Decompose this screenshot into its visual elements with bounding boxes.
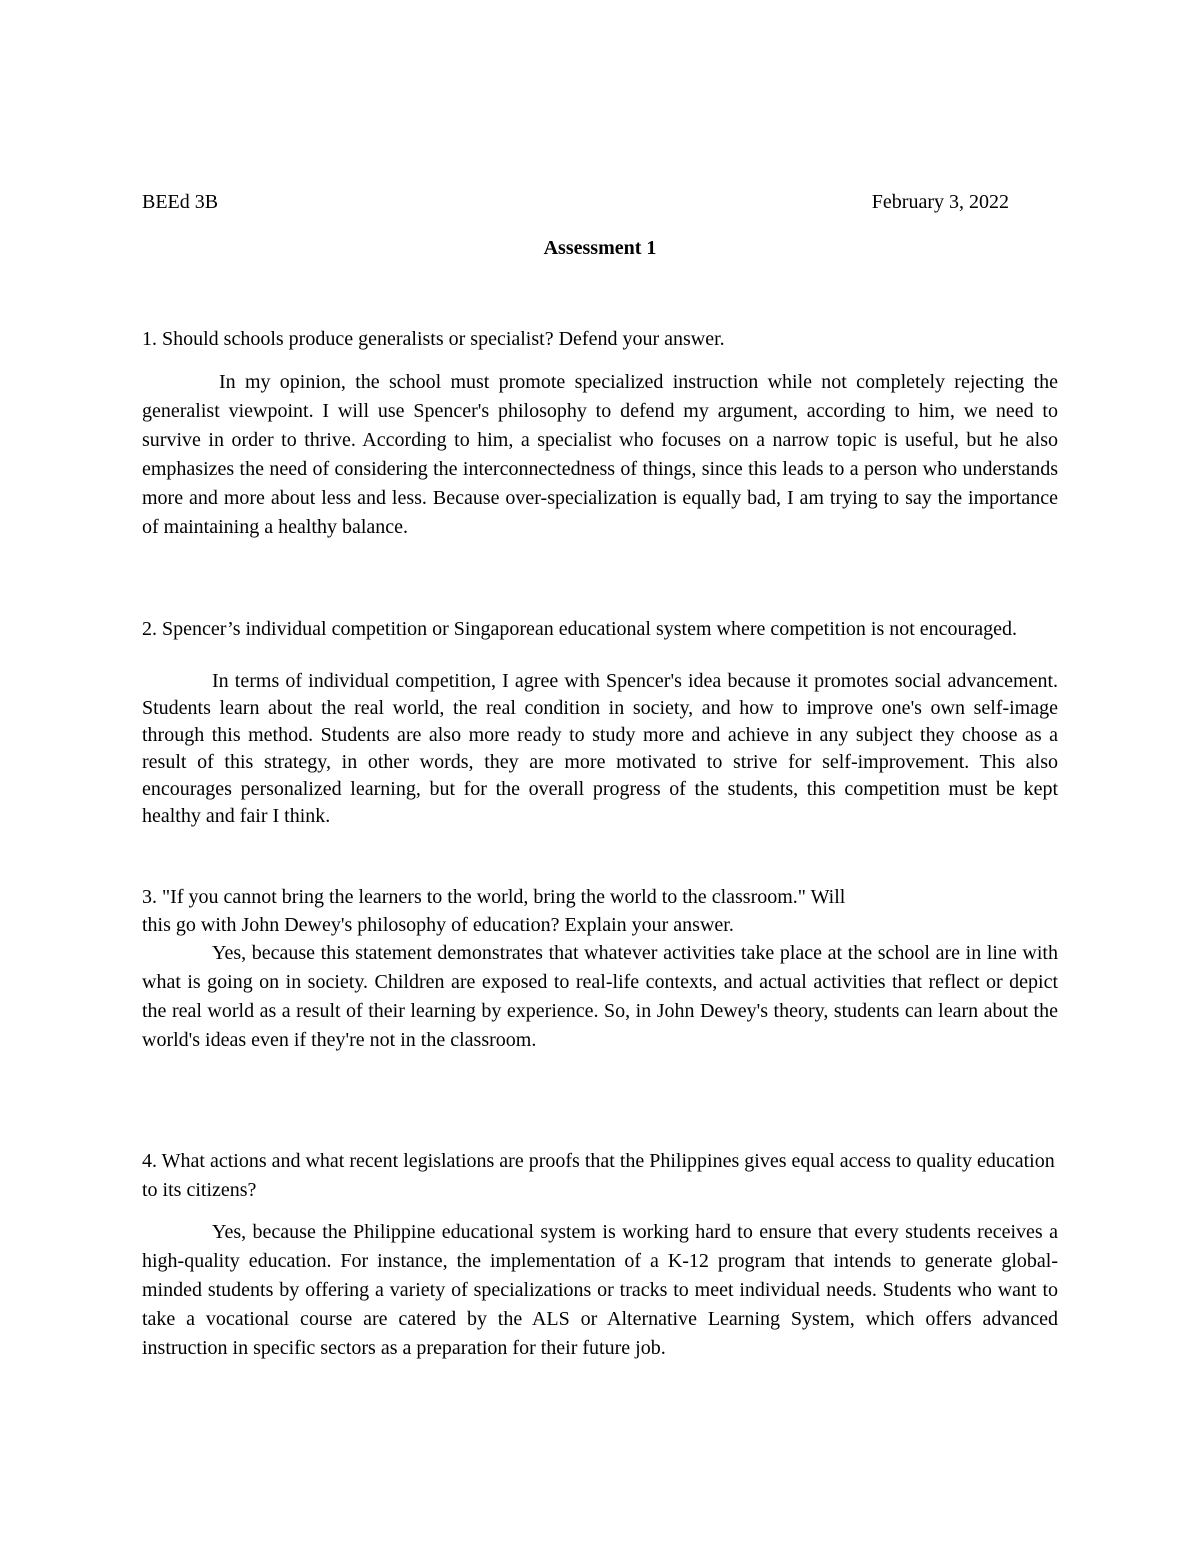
answer-3 <box>142 939 1058 1055</box>
question-2 <box>142 615 1058 643</box>
answer-text: In terms of individual competition, I agree with Spencer's idea because it promotes social advancement. Students learn about the real world, the real condition in society, and how to improve one's own self-image through this method. Students are also more ready to study more and achieve in any subject they choose as a result of this strategy, in other words, they are more motivated to strive for self-improvement. This also encourages personalized learning, but for the overall progress of the students, this competition must be kept healthy and fair I think. <box>142 670 1058 827</box>
answer-text: Yes, because this statement demonstrates that whatever activities take place at the school are in line with what is going on in society. Children are exposed to real-life contexts, and actual activities that reflect or depict the real world as a result of their learning by experience. So, in John Dewey's theory, students can learn about the world's ideas even if they're not in the classroom. <box>142 942 1058 1051</box>
date: February 3, 2022 <box>871 191 1009 213</box>
answer-1 <box>142 368 1058 542</box>
document-page <box>142 0 1058 1553</box>
question-text: 2. Spencer’s individual competition or Singaporean educational system where competition is not encouraged. <box>142 618 1017 640</box>
page-title: Assessment 1 <box>543 237 657 259</box>
answer-text: Yes, because the Philippine educational system is working hard to ensure that every students receives a high-quality education. For instance, the implementation of a K-12 program that intends to generate global-minded students by offering a variety of specializations or tracks to meet individual needs. Students who want to take a vocational course are catered by the ALS or Alternative Learning System, which offers advanced instruction in specific sectors as a preparation for their future job. <box>142 1221 1058 1359</box>
question-text: 1. Should schools produce generalists or specialist? Defend your answer. <box>142 328 725 350</box>
question-text: 3. "If you cannot bring the learners to the world, bring the world to the classroom." Will this go with John Dewey's philosophy of education? Explain your answer. <box>142 886 846 936</box>
question-text: 4. What actions and what recent legislations are proofs that the Philippines gives equal access to quality education to its citizens? <box>142 1150 1055 1201</box>
header-row <box>142 188 1058 216</box>
question-4 <box>142 1147 1058 1205</box>
answer-4 <box>142 1218 1058 1363</box>
class-label: BEEd 3B <box>142 191 219 213</box>
answer-text: In my opinion, the school must promote specialized instruction while not completely rejecting the generalist viewpoint. I will use Spencer's philosophy to defend my argument, according to him, we need to survive in order to thrive. According to him, a specialist who focuses on a narrow topic is useful, but he also emphasizes the need of considering the interconnectedness of things, since this leads to a person who understands more and more about less and less. Because over-specialization is equally bad, I am trying to say the importance of maintaining a healthy balance. <box>142 371 1058 538</box>
question-1 <box>142 325 1058 353</box>
question-3 <box>142 883 1058 939</box>
answer-2 <box>142 668 1058 830</box>
